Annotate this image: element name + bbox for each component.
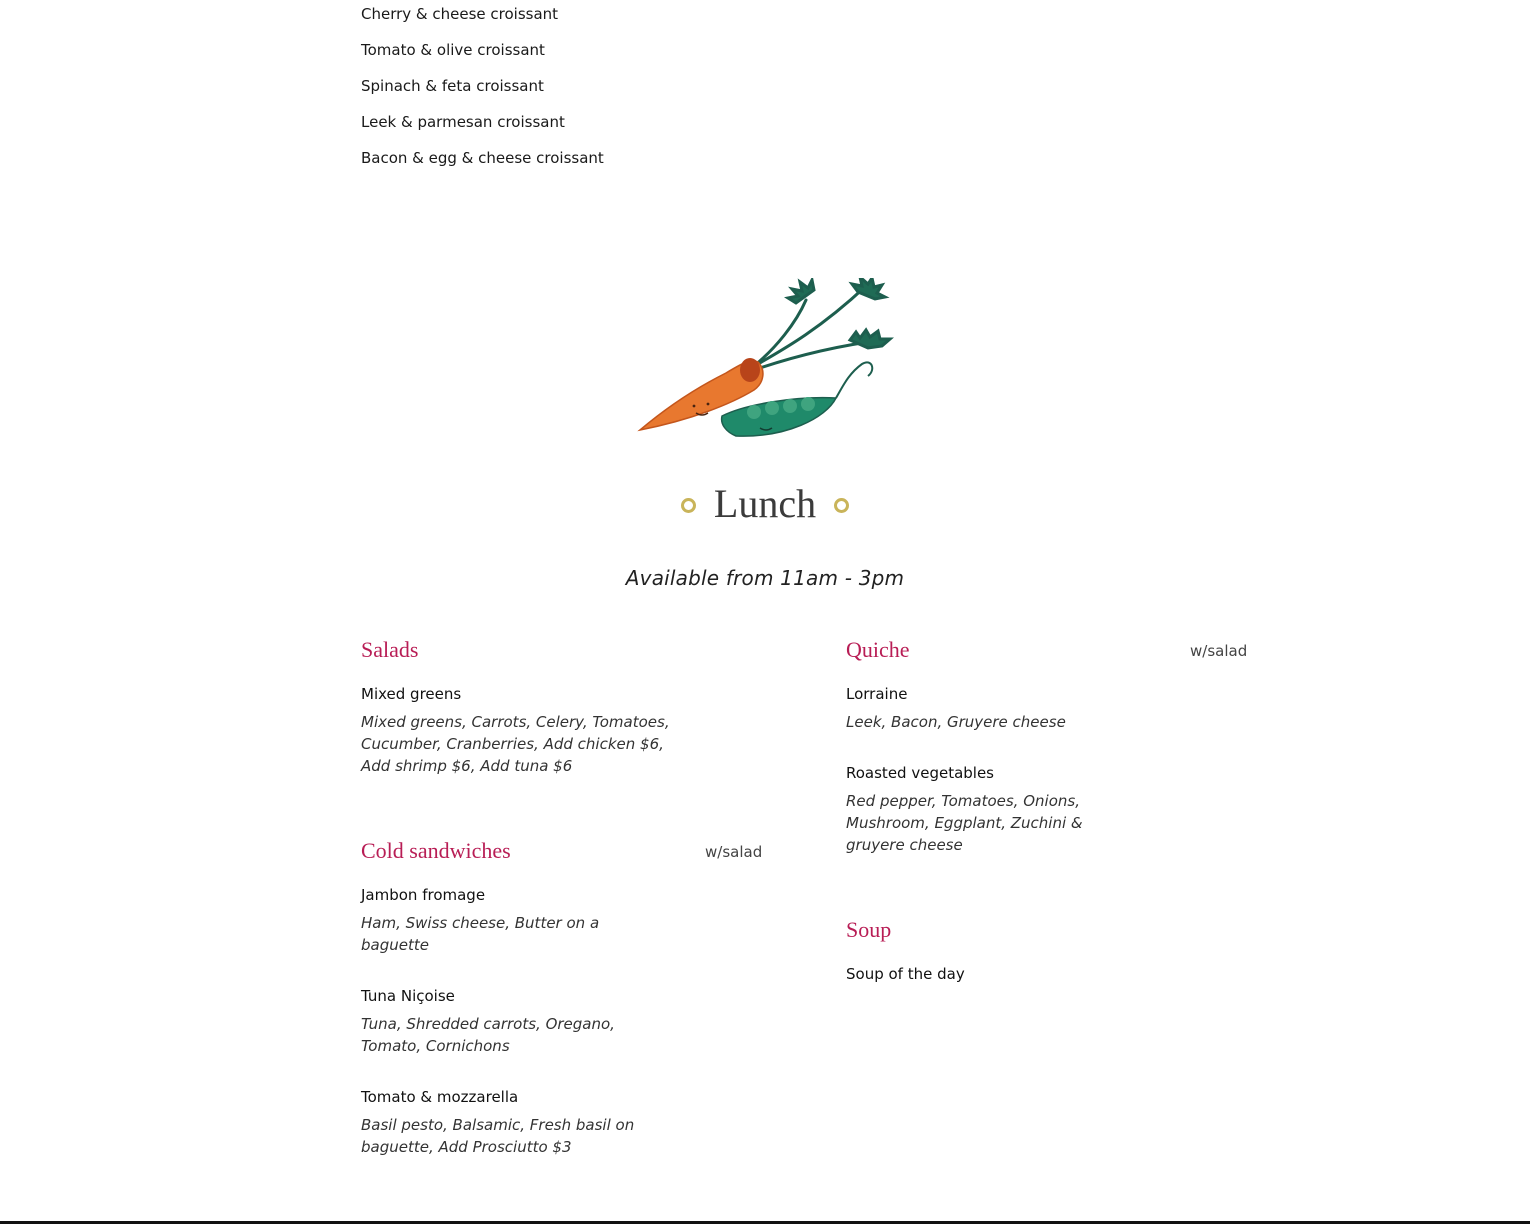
menu-item: Leek & parmesan croissant xyxy=(361,113,565,131)
item-description: Mixed greens, Carrots, Celery, Tomatoes, Cucumber, Cranberries, Add chicken $6, Add shrimp $6, Add tuna $6 xyxy=(361,713,670,775)
lunch-title: Lunch xyxy=(713,481,817,526)
item-name: Roasted vegetables xyxy=(846,764,994,782)
item-name: Tomato & mozzarella xyxy=(361,1088,519,1106)
carrot-greens xyxy=(754,278,890,368)
item-name: Lorraine xyxy=(846,685,908,703)
decorative-dot-icon xyxy=(681,498,696,513)
item-description: Tuna, Shredded carrots, Oregano, Tomato, Cornichons xyxy=(361,1015,615,1055)
availability-text: Available from 11am - 3pm xyxy=(625,566,905,590)
section-title-cold-sandwiches: Cold sandwiches xyxy=(361,838,511,863)
item-name: Tuna Niçoise xyxy=(361,987,455,1005)
item-description: Leek, Bacon, Gruyere cheese xyxy=(846,713,1066,731)
pea-pod xyxy=(722,398,836,436)
section-title-salads: Salads xyxy=(361,637,419,662)
item-description: Ham, Swiss cheese, Butter on a baguette xyxy=(361,914,600,954)
item-name: Soup of the day xyxy=(846,965,965,983)
item-description: Basil pesto, Balsamic, Fresh basil on baguette, Add Prosciutto $3 xyxy=(361,1116,635,1156)
item-description: Red pepper, Tomatoes, Onions, Mushroom, Eggplant, Zuchini & gruyere cheese xyxy=(846,792,1083,854)
menu-item: Tomato & olive croissant xyxy=(361,41,545,59)
page-title xyxy=(0,478,1530,530)
side-note: w/salad xyxy=(1190,642,1248,660)
carrot-pea-illustration xyxy=(636,278,894,442)
menu-item: Spinach & feta croissant xyxy=(361,77,544,95)
section-title-soup: Soup xyxy=(846,917,892,942)
carrot-top xyxy=(740,358,760,382)
croissant-list xyxy=(361,4,604,184)
decorative-dot-icon xyxy=(834,498,849,513)
item-name: Jambon fromage xyxy=(361,886,486,904)
section-title-quiche: Quiche xyxy=(846,637,910,662)
menu-item: Bacon & egg & cheese croissant xyxy=(361,149,604,167)
menu-item: Cherry & cheese croissant xyxy=(361,5,559,23)
item-name: Mixed greens xyxy=(361,685,462,703)
side-note: w/salad xyxy=(705,843,763,861)
